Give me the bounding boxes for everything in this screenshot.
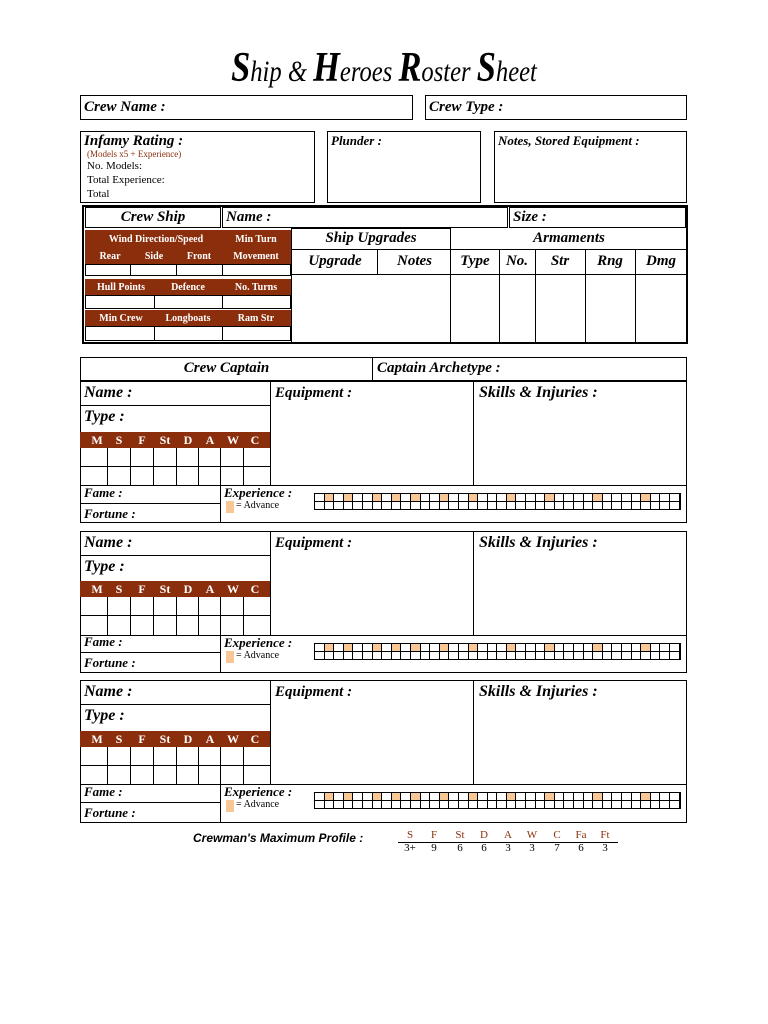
experience-box[interactable] <box>555 793 565 808</box>
max-profile-stat: F <box>430 829 438 841</box>
experience-box[interactable] <box>526 494 536 509</box>
experience-box[interactable] <box>497 644 507 659</box>
experience-box[interactable] <box>440 494 450 509</box>
max-profile-stat: C <box>553 829 561 841</box>
movement-value[interactable] <box>222 264 291 276</box>
hero-fortune-label[interactable]: Fortune : <box>84 655 136 670</box>
ship-size-field[interactable] <box>509 207 686 228</box>
hero-equipment-label[interactable]: Equipment : <box>275 684 353 700</box>
stat-s: S <box>115 732 123 746</box>
experience-box[interactable] <box>641 644 651 659</box>
ship-name-field[interactable] <box>222 207 508 228</box>
experience-box[interactable] <box>363 494 373 509</box>
experience-box[interactable] <box>555 644 565 659</box>
armament-type-header: Type <box>460 253 490 269</box>
max-profile-value: 3 <box>529 842 535 854</box>
experience-box[interactable] <box>334 793 344 808</box>
experience-box[interactable] <box>440 793 450 808</box>
ship-upgrades-label: Ship Upgrades <box>325 230 417 246</box>
experience-box[interactable] <box>593 793 603 808</box>
experience-box[interactable] <box>632 644 642 659</box>
ram-str-label: Ram Str <box>237 313 275 324</box>
crew-name-field[interactable] <box>80 95 413 120</box>
experience-box[interactable] <box>421 644 431 659</box>
experience-box[interactable] <box>536 494 546 509</box>
max-profile-value: 3+ <box>404 842 416 854</box>
stat-a: A <box>205 582 215 596</box>
longboats-label: Longboats <box>165 313 211 324</box>
experience-box[interactable] <box>325 644 335 659</box>
experience-box[interactable] <box>555 494 565 509</box>
experience-box[interactable] <box>401 644 411 659</box>
experience-box[interactable] <box>574 494 584 509</box>
experience-box[interactable] <box>344 644 354 659</box>
experience-box[interactable] <box>593 644 603 659</box>
side-value[interactable] <box>130 264 177 276</box>
experience-box[interactable] <box>315 494 325 509</box>
notes-label: Notes, Stored Equipment : <box>498 133 640 148</box>
experience-box[interactable] <box>670 494 680 509</box>
experience-box[interactable] <box>449 644 459 659</box>
experience-box[interactable] <box>536 793 546 808</box>
stat-m: M <box>91 732 103 746</box>
stat-m: M <box>91 582 103 596</box>
experience-box[interactable] <box>421 793 431 808</box>
experience-box[interactable] <box>603 793 613 808</box>
stat-d: D <box>183 582 193 596</box>
experience-box[interactable] <box>584 494 594 509</box>
advance-legend-label: = Advance <box>236 799 280 810</box>
armament-str-header: Str <box>550 253 570 269</box>
front-value[interactable] <box>176 264 223 276</box>
experience-box[interactable] <box>469 644 479 659</box>
total-label: Total <box>87 188 110 200</box>
min-crew-value[interactable] <box>85 326 155 341</box>
experience-box[interactable] <box>545 644 555 659</box>
stat-c: C <box>250 433 260 447</box>
experience-box[interactable] <box>382 793 392 808</box>
experience-box[interactable] <box>507 644 517 659</box>
hull-points-label: Hull Points <box>96 282 146 293</box>
hero-fame-label[interactable]: Fame : <box>84 634 123 649</box>
stat-f: F <box>138 732 146 746</box>
experience-box[interactable] <box>411 494 421 509</box>
experience-box[interactable] <box>334 644 344 659</box>
no-turns-value[interactable] <box>222 295 291 309</box>
min-turn-label: Min Turn <box>235 234 277 245</box>
hero-experience-label: Experience : <box>224 784 293 799</box>
max-profile-stat: A <box>504 829 512 841</box>
armament-dmg-header: Dmg <box>646 253 676 269</box>
total-experience-label: Total Experience: <box>87 174 165 186</box>
max-profile-value: 6 <box>457 842 463 854</box>
stat-c: C <box>250 582 260 596</box>
hero-equipment-label[interactable]: Equipment : <box>275 385 353 401</box>
advance-legend-label: = Advance <box>236 650 280 661</box>
stat-c: C <box>250 732 260 746</box>
experience-box[interactable] <box>574 644 584 659</box>
crew-ship-header <box>85 207 221 228</box>
experience-box[interactable] <box>660 494 670 509</box>
crew-name-label: Crew Name : <box>84 99 166 115</box>
no-models-label: No. Models: <box>87 160 142 172</box>
captain-archetype-label[interactable]: Captain Archetype : <box>377 360 501 376</box>
experience-box[interactable] <box>603 494 613 509</box>
experience-box[interactable] <box>564 494 574 509</box>
experience-track[interactable] <box>314 643 681 660</box>
experience-box[interactable] <box>315 793 325 808</box>
hero-fortune-label[interactable]: Fortune : <box>84 805 136 820</box>
experience-box[interactable] <box>373 644 383 659</box>
ram-str-value[interactable] <box>222 326 291 341</box>
upgrade-cell[interactable] <box>292 275 378 342</box>
max-profile-value: 6 <box>578 842 584 854</box>
infamy-formula: (Models x5 + Experience) <box>87 149 182 159</box>
plunder-label: Plunder : <box>331 133 382 148</box>
experience-box[interactable] <box>363 644 373 659</box>
crew-type-label: Crew Type : <box>429 99 504 115</box>
crew-captain-label: Crew Captain <box>183 360 270 376</box>
notes-equipment-box[interactable] <box>494 131 687 203</box>
experience-box[interactable] <box>325 793 335 808</box>
hero-fame-label[interactable]: Fame : <box>84 485 123 500</box>
experience-box[interactable] <box>382 494 392 509</box>
experience-box[interactable] <box>507 494 517 509</box>
experience-box[interactable] <box>488 644 498 659</box>
hero-experience-label: Experience : <box>224 485 293 500</box>
experience-box[interactable] <box>344 793 354 808</box>
experience-box[interactable] <box>401 793 411 808</box>
experience-box[interactable] <box>382 644 392 659</box>
experience-box[interactable] <box>612 494 622 509</box>
experience-box[interactable] <box>315 644 325 659</box>
rear-value[interactable] <box>85 264 131 276</box>
side-label: Side <box>144 251 164 262</box>
experience-box[interactable] <box>670 793 680 808</box>
experience-box[interactable] <box>593 494 603 509</box>
advance-legend-swatch <box>226 651 234 663</box>
ship-size-label: Size : <box>513 209 547 225</box>
experience-box[interactable] <box>564 793 574 808</box>
experience-box[interactable] <box>488 793 498 808</box>
experience-box[interactable] <box>632 793 642 808</box>
experience-box[interactable] <box>632 494 642 509</box>
experience-box[interactable] <box>497 494 507 509</box>
hero-skills-label[interactable]: Skills & Injuries : <box>479 384 598 401</box>
experience-box[interactable] <box>545 793 555 808</box>
stat-f: F <box>138 433 146 447</box>
stat-f: F <box>138 582 146 596</box>
stat-st: St <box>159 433 171 447</box>
advance-legend-swatch <box>226 800 234 812</box>
armament-rng-header: Rng <box>597 253 623 269</box>
experience-box[interactable] <box>641 793 651 808</box>
experience-box[interactable] <box>526 644 536 659</box>
hero-type-label[interactable]: Type : <box>84 558 125 575</box>
stat-w: W <box>227 582 239 596</box>
stat-st: St <box>159 732 171 746</box>
armaments-label: Armaments <box>533 230 605 246</box>
max-profile-value: 7 <box>554 842 560 854</box>
min-crew-label: Min Crew <box>99 313 143 324</box>
experience-box[interactable] <box>603 644 613 659</box>
front-label: Front <box>186 251 212 262</box>
experience-track[interactable] <box>314 493 681 510</box>
experience-box[interactable] <box>459 793 469 808</box>
experience-box[interactable] <box>564 644 574 659</box>
experience-box[interactable] <box>392 793 402 808</box>
experience-box[interactable] <box>478 793 488 808</box>
wind-direction-label: Wind Direction/Speed <box>108 234 204 245</box>
experience-box[interactable] <box>373 793 383 808</box>
advance-legend-swatch <box>226 501 234 513</box>
defence-value[interactable] <box>154 295 223 309</box>
longboats-value[interactable] <box>154 326 223 341</box>
stat-s: S <box>115 433 123 447</box>
crew-ship-label: Crew Ship <box>120 209 186 225</box>
hero-type-label[interactable]: Type : <box>84 707 125 724</box>
experience-box[interactable] <box>411 793 421 808</box>
stat-w: W <box>227 732 239 746</box>
max-profile-label: Crewman's Maximum Profile : <box>193 831 364 845</box>
experience-box[interactable] <box>353 494 363 509</box>
hero-stats-header <box>80 731 270 747</box>
experience-box[interactable] <box>353 793 363 808</box>
plunder-box[interactable] <box>327 131 481 203</box>
experience-box[interactable] <box>660 793 670 808</box>
experience-box[interactable] <box>440 644 450 659</box>
hero-equipment-label[interactable]: Equipment : <box>275 535 353 551</box>
experience-box[interactable] <box>516 494 526 509</box>
experience-box[interactable] <box>469 494 479 509</box>
experience-box[interactable] <box>325 494 335 509</box>
experience-box[interactable] <box>536 644 546 659</box>
stat-a: A <box>205 732 215 746</box>
hero-name-label[interactable]: Name : <box>84 534 133 551</box>
experience-box[interactable] <box>449 793 459 808</box>
experience-box[interactable] <box>584 644 594 659</box>
experience-box[interactable] <box>516 793 526 808</box>
experience-box[interactable] <box>622 793 632 808</box>
hull-points-value[interactable] <box>85 295 155 309</box>
experience-box[interactable] <box>430 494 440 509</box>
experience-box[interactable] <box>373 494 383 509</box>
hero-fame-label[interactable]: Fame : <box>84 784 123 799</box>
sheet-title: Ship & Heroes Roster Sheet <box>231 45 537 91</box>
experience-box[interactable] <box>497 793 507 808</box>
stat-w: W <box>227 433 239 447</box>
crew-type-field[interactable] <box>425 95 687 120</box>
experience-box[interactable] <box>516 644 526 659</box>
advance-legend-label: = Advance <box>236 500 280 511</box>
stat-m: M <box>91 433 103 447</box>
experience-box[interactable] <box>392 494 402 509</box>
experience-box[interactable] <box>622 644 632 659</box>
hero-name-label[interactable]: Name : <box>84 683 133 700</box>
experience-box[interactable] <box>421 494 431 509</box>
armament-no-header: No. <box>505 253 529 269</box>
infamy-label: Infamy Rating : <box>84 133 184 149</box>
defence-label: Defence <box>171 282 205 293</box>
experience-box[interactable] <box>584 793 594 808</box>
hero-fortune-label[interactable]: Fortune : <box>84 506 136 521</box>
experience-box[interactable] <box>670 644 680 659</box>
experience-box[interactable] <box>574 793 584 808</box>
max-profile-stat: W <box>526 829 538 841</box>
experience-box[interactable] <box>459 644 469 659</box>
max-profile-stat: S <box>406 829 414 841</box>
hero-skills-label[interactable]: Skills & Injuries : <box>479 534 598 551</box>
experience-box[interactable] <box>612 644 622 659</box>
hero-name-label[interactable]: Name : <box>84 384 133 401</box>
max-profile-value: 9 <box>431 842 437 854</box>
max-profile-value: 6 <box>481 842 487 854</box>
no-turns-label: No. Turns <box>234 282 278 293</box>
experience-box[interactable] <box>651 494 661 509</box>
experience-box[interactable] <box>401 494 411 509</box>
hero-experience-label: Experience : <box>224 635 293 650</box>
max-profile-stat: St <box>455 829 465 841</box>
experience-box[interactable] <box>641 494 651 509</box>
upgrade-notes-cell[interactable] <box>378 275 450 342</box>
experience-box[interactable] <box>545 494 555 509</box>
stat-d: D <box>183 433 193 447</box>
experience-box[interactable] <box>660 644 670 659</box>
experience-box[interactable] <box>469 793 479 808</box>
experience-box[interactable] <box>622 494 632 509</box>
upgrade-notes-header: Notes <box>397 253 432 269</box>
experience-box[interactable] <box>363 793 373 808</box>
hero-skills-label[interactable]: Skills & Injuries : <box>479 683 598 700</box>
hero-stats-header <box>80 432 270 448</box>
upgrade-header: Upgrade <box>308 253 362 269</box>
experience-box[interactable] <box>651 644 661 659</box>
infamy-rating-box[interactable] <box>80 131 315 203</box>
experience-track[interactable] <box>314 792 681 809</box>
hero-stats-header <box>80 581 270 597</box>
experience-box[interactable] <box>411 644 421 659</box>
ship-name-label: Name : <box>226 209 272 225</box>
experience-box[interactable] <box>334 494 344 509</box>
stat-a: A <box>205 433 215 447</box>
movement-label: Movement <box>233 251 279 262</box>
experience-box[interactable] <box>478 644 488 659</box>
experience-box[interactable] <box>344 494 354 509</box>
experience-box[interactable] <box>612 793 622 808</box>
rear-label: Rear <box>99 251 121 262</box>
stat-d: D <box>183 732 193 746</box>
stat-st: St <box>159 582 171 596</box>
experience-box[interactable] <box>507 793 517 808</box>
max-profile-stat: D <box>480 829 488 841</box>
stat-s: S <box>115 582 123 596</box>
experience-box[interactable] <box>353 644 363 659</box>
max-profile-stat: Ft <box>600 829 610 841</box>
experience-box[interactable] <box>488 494 498 509</box>
max-profile-stat: Fa <box>575 829 587 841</box>
hero-type-label[interactable]: Type : <box>84 408 125 425</box>
experience-box[interactable] <box>526 793 536 808</box>
experience-box[interactable] <box>430 644 440 659</box>
experience-box[interactable] <box>651 793 661 808</box>
experience-box[interactable] <box>459 494 469 509</box>
experience-box[interactable] <box>430 793 440 808</box>
max-profile-value: 3 <box>505 842 511 854</box>
experience-box[interactable] <box>449 494 459 509</box>
max-profile-value: 3 <box>602 842 608 854</box>
experience-box[interactable] <box>478 494 488 509</box>
experience-box[interactable] <box>392 644 402 659</box>
